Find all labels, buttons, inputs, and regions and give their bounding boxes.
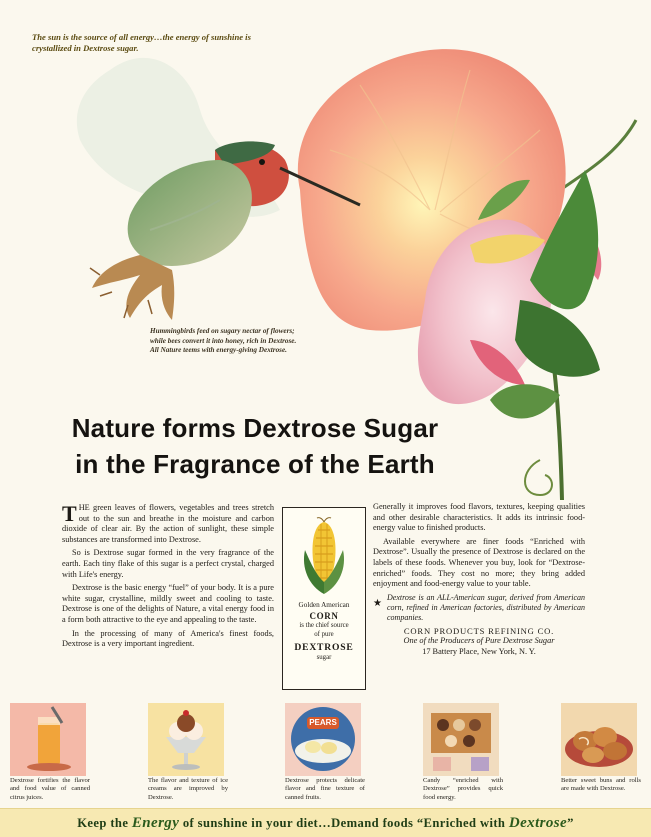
candy-tile: [423, 703, 499, 776]
company-block: [373, 626, 585, 658]
tile-caption: Better sweet buns and rolls are made with Dextrose.: [561, 777, 641, 793]
top-tagline: The sun is the source of all energy…the energy of sunshine is crystallized in Dextrose sugar.: [32, 32, 251, 53]
tile-caption: Dextrose protects delicate flavor and fine texture of canned fruits.: [285, 777, 365, 801]
body-paragraph: Generally it improves food flavors, textures, keeping qualities and other desirable characteristics. It adds its intrinsic food-energy value to finished products.: [373, 502, 585, 533]
body-paragraph: [62, 503, 274, 545]
corn-icon: [297, 516, 351, 598]
footer-text: ”: [567, 816, 574, 830]
leaf: [490, 384, 560, 418]
body-paragraph: So is Dextrose sugar formed in the very fragrance of the earth. Each tiny flake of this sugar is a perfect crystal, charged with Life's energy.: [62, 548, 274, 579]
company-subtitle: One of the Producers of Pure Dextrose Sugar: [403, 636, 555, 646]
corn-box-line: of pure: [314, 630, 334, 638]
sundae-icon: [148, 703, 224, 776]
headline: [20, 410, 490, 482]
body-paragraph: Available everywhere are finer foods “Enriched with Dextrose”. Usually the presence of Dextrose is declared on the labels of these foods. Whenever you buy, look for “Dextrose-enriched” foods. They cost no more; they bring added enjoyment and food-energy value to your table.: [373, 536, 585, 589]
corn-box-corn: CORN: [309, 611, 339, 621]
corn-box-line: sugar: [316, 654, 332, 661]
left-body-column: [62, 503, 274, 653]
bird-caption-line: while bees convert it into honey, rich in Dextrose.: [150, 336, 297, 345]
star-icon: ★: [373, 597, 382, 609]
tile-caption: Dextrose fortifies the flavor and food value of canned citrus juices.: [10, 777, 90, 801]
canned-pears-icon: [285, 703, 361, 776]
body-paragraph: In the processing of many of America's finest foods, Dextrose is a very important ingredient.: [62, 628, 274, 649]
company-name: CORN PRODUCTS REFINING CO.: [403, 625, 555, 636]
tile-caption: The flavor and texture of ice creams are improved by Dextrose.: [148, 777, 228, 801]
sweet-buns-icon: [561, 703, 637, 776]
headline-line-2: in the Fragrance of the Earth: [75, 449, 435, 479]
footer-script-dextrose: Dextrose: [508, 815, 568, 831]
leaf: [515, 300, 600, 377]
pears-tile: [285, 703, 361, 776]
bird-caption: [150, 327, 350, 356]
candy-box-icon: [423, 703, 499, 776]
tile-caption: Candy “enriched with Dextrose” provides quick food energy.: [423, 777, 503, 801]
footer-script-energy: Energy: [131, 815, 180, 831]
stem-curl: [525, 460, 552, 495]
corn-info-box: [282, 507, 366, 690]
fine-print-text: Dextrose is an ALL-American sugar, derived from American corn, refined in American factories, distributed by American companies.: [387, 592, 585, 622]
footer-text: of sunshine in your diet…Demand foods “Enriched with: [179, 816, 509, 830]
ice-cream-tile: [148, 703, 224, 776]
headline-line-1: Nature forms Dextrose Sugar: [71, 413, 439, 443]
body-text: HE green leaves of flowers, vegetables and trees stretch out to the sun and breathe in the moisture and carbon dioxide of clear air. By the action of sunlight, these simple substances are transformed into Dextrose.: [62, 503, 274, 544]
right-body-column: [373, 502, 585, 657]
buns-tile: [561, 703, 637, 776]
body-paragraph: Dextrose is the basic energy “fuel” of your body. It is a pure white sugar, crystalline, mildly sweet and cooling to taste. Dextrose is one of the delights of Nature, a vital energy food in a form both attractive to the eye and appealing to the taste.: [62, 583, 274, 624]
fine-print: [373, 593, 585, 623]
corn-box-line: Golden American: [298, 601, 350, 609]
bird-caption-line: All Nature teems with energy-giving Dextrose.: [150, 346, 287, 355]
pears-label: PEARS: [309, 718, 337, 727]
corn-box-line: is the chief source: [299, 622, 349, 629]
drop-cap: T: [62, 501, 77, 526]
footer-banner: [0, 808, 651, 837]
bird-caption-line: Hummingbirds feed on sugary nectar of flowers;: [150, 327, 295, 335]
juice-glass-icon: [10, 703, 86, 776]
company-address: 17 Battery Place, New York, N. Y.: [422, 646, 536, 656]
corn-box-dextrose: DEXTROSE: [294, 642, 354, 653]
footer-text: Keep the: [77, 816, 132, 830]
vine: [560, 120, 636, 190]
juice-tile: [10, 703, 86, 776]
